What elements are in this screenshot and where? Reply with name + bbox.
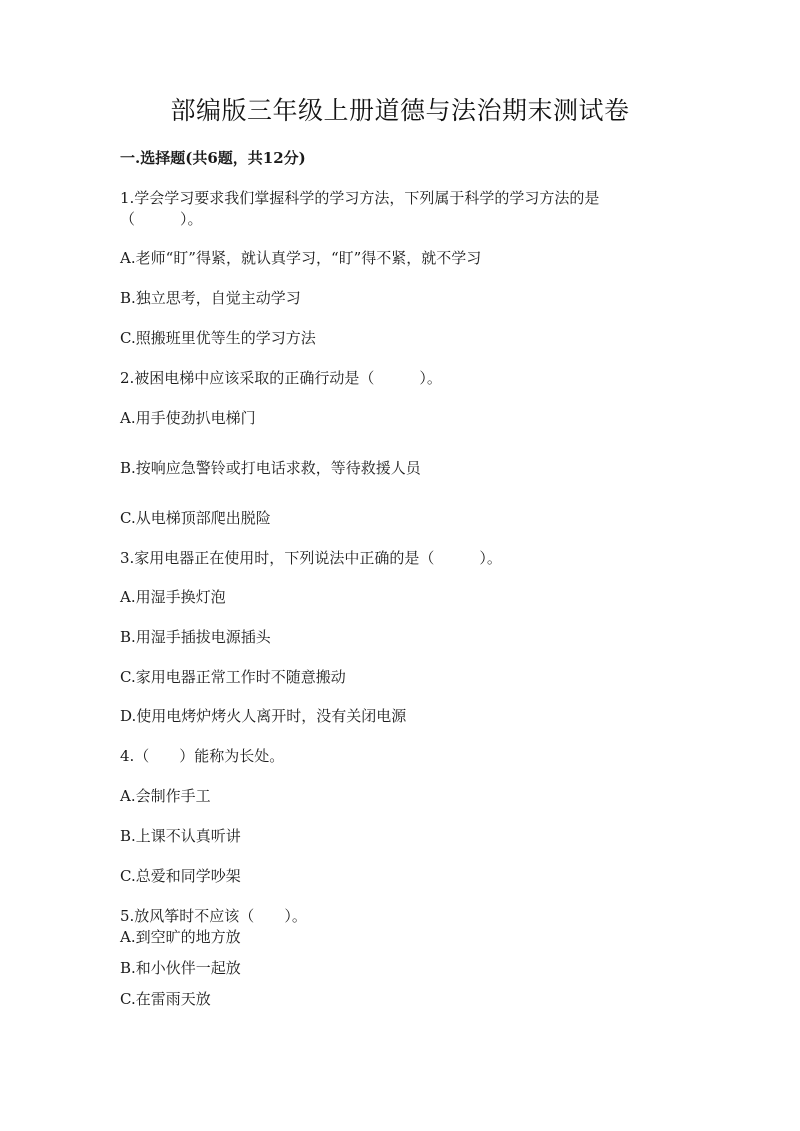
question-3-option-d: D.使用电烤炉烤火人离开时，没有关闭电源: [120, 707, 407, 725]
question-4-option-b: B.上课不认真听讲: [120, 827, 241, 845]
question-5-option-b: B.和小伙伴一起放: [120, 959, 241, 977]
question-1-option-c: C.照搬班里优等生的学习方法: [120, 329, 316, 347]
question-3-option-c: C.家用电器正常工作时不随意搬动: [120, 668, 346, 686]
question-5-option-c: C.在雷雨天放: [120, 990, 211, 1008]
question-5-option-a: A.到空旷的地方放: [120, 928, 241, 946]
question-1-option-a: A.老师“盯”得紧，就认真学习，“盯”得不紧，就不学习: [120, 249, 482, 267]
question-5-stem: 5.放风筝时不应该（ ）。: [120, 907, 307, 925]
question-3-option-a: A.用湿手换灯泡: [120, 588, 226, 606]
question-2-stem: 2.被困电梯中应该采取的正确行动是（ ）。: [120, 369, 442, 387]
question-1-stem: 1.学会学习要求我们掌握科学的学习方法，下列属于科学的学习方法的是: [120, 189, 600, 207]
question-2-option-a: A.用手使劲扒电梯门: [120, 409, 256, 427]
question-2-option-c: C.从电梯顶部爬出脱险: [120, 509, 271, 527]
question-1-stem-blank: （ ）。: [120, 210, 203, 228]
question-3-stem: 3.家用电器正在使用时，下列说法中正确的是（ ）。: [120, 549, 502, 567]
question-1-option-b: B.独立思考，自觉主动学习: [120, 289, 301, 307]
question-4-option-c: C.总爱和同学吵架: [120, 867, 241, 885]
question-4-stem: 4.（ ）能称为长处。: [120, 747, 285, 765]
section-heading: 一.选择题(共6题，共12分): [120, 149, 306, 167]
question-3-option-b: B.用湿手插拔电源插头: [120, 628, 271, 646]
question-2-option-b: B.按响应急警铃或打电话求救，等待救援人员: [120, 459, 421, 477]
page-title: 部编版三年级上册道德与法治期末测试卷: [170, 96, 630, 125]
question-4-option-a: A.会制作手工: [120, 787, 211, 805]
